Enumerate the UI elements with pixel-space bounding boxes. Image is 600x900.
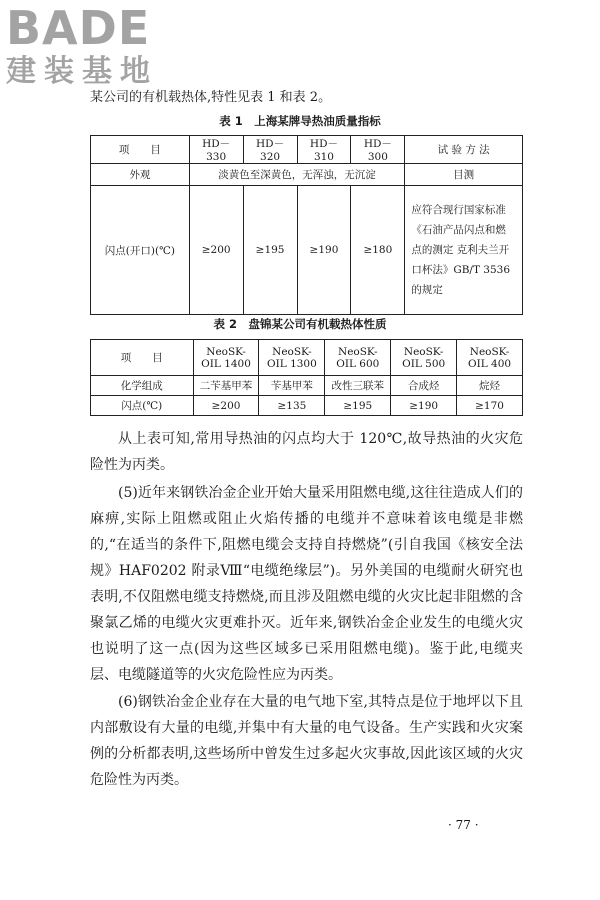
table2-header-oil500 bbox=[391, 340, 457, 376]
table2-header-item: 项 目 bbox=[91, 340, 194, 376]
table2 bbox=[90, 339, 523, 416]
table2-caption: 表 2 盘锦某公司有机载热体性质 bbox=[213, 317, 387, 331]
paragraph-item-5: (5)近年来钢铁冶金企业开始大量采用阻燃电缆,这往往造成人们的麻痹,实际上阻燃或阻止火焰传播的电缆并不意味着该电缆是非燃的,“在适当的条件下,阻燃电缆会支持自持燃烧”(引自我国《核安全法规》HAF0202 附录Ⅷ“电缆绝缘层”)。另外美国的电缆耐火研究也表明,不仅阻燃电缆支持燃烧,而且涉及阻燃电缆的火灾比起非阻燃的含聚氯乙烯的电缆火灾更难扑灭。近年来,钢铁冶金企业发生的电缆火灾也说明了这一点(因为这些区域多已采用阻燃电缆)。鉴于此,电缆夹层、电缆隧道等的火灾危险性应为丙类。 bbox=[90, 485, 523, 683]
table2-composition-label: 化学组成 bbox=[91, 376, 194, 396]
table1-header-hd300: HD－300 bbox=[351, 136, 405, 164]
table1-appearance-method: 目测 bbox=[405, 164, 523, 186]
table1-appearance-label: 外观 bbox=[91, 164, 190, 186]
table2-composition-row bbox=[91, 376, 523, 396]
table2-composition-cell: 苄基甲苯 bbox=[259, 376, 325, 396]
table1-header-hd310: HD－310 bbox=[297, 136, 351, 164]
table1-flash-label: 闪点(开口)(℃) bbox=[91, 186, 190, 315]
table1-flash-hd330: ≥200 bbox=[189, 186, 243, 315]
table1-flash-hd320: ≥195 bbox=[243, 186, 297, 315]
paragraph-item-6: (6)钢铁冶金企业存在大量的电气地下室,其特点是位于地坪以下且内部敷设有大量的电缆,并集中有大量的电气设备。生产实践和火灾案例的分析都表明,这些场所中曾发生过多起火灾事故,因此该区域的火灾危险性为丙类。 bbox=[90, 694, 523, 788]
logo-brand: BADE bbox=[6, 1, 151, 55]
product-line1: NeoSK- bbox=[469, 345, 510, 358]
intro-line: 某公司的有机载热体,特性见表 1 和表 2。 bbox=[90, 90, 332, 105]
product-line2: OIL 1300 bbox=[267, 357, 317, 370]
table1-flash-hd300: ≥180 bbox=[351, 186, 405, 315]
table2-flash-cell: ≥200 bbox=[193, 396, 259, 416]
table2-header-row bbox=[91, 340, 523, 376]
table2-header-oil600 bbox=[325, 340, 391, 376]
product-line1: NeoSK- bbox=[338, 345, 378, 358]
product-line2: OIL 500 bbox=[402, 357, 446, 370]
table2-flash-cell: ≥135 bbox=[259, 396, 325, 416]
table1-header-hd320: HD－320 bbox=[243, 136, 297, 164]
product-line1: NeoSK- bbox=[403, 345, 444, 358]
table2-composition-cell: 二苄基甲苯 bbox=[193, 376, 259, 396]
table2-composition-cell: 改性三联苯 bbox=[325, 376, 391, 396]
table1-flash-row bbox=[91, 186, 523, 315]
product-line2: OIL 400 bbox=[467, 357, 512, 370]
table2-composition-cell: 合成烃 bbox=[391, 376, 457, 396]
table1-flash-hd310: ≥190 bbox=[297, 186, 351, 315]
table2-flash-cell: ≥170 bbox=[457, 396, 523, 416]
paragraph-conclusion: 从上表可知,常用导热油的闪点均大于 120℃,故导热油的火灾危险性为丙类。 bbox=[90, 431, 523, 473]
table1-header-method: 试 验 方 法 bbox=[405, 136, 523, 164]
table2-header-oil1400 bbox=[193, 340, 259, 376]
page-number: · 77 · bbox=[448, 818, 479, 832]
table1-header-hd330: HD－330 bbox=[189, 136, 243, 164]
table1-header-item: 项 目 bbox=[91, 136, 190, 164]
table1-appearance-row bbox=[91, 164, 523, 186]
product-line2: OIL 600 bbox=[336, 357, 380, 370]
product-line1: NeoSK- bbox=[206, 345, 246, 358]
table2-flash-cell: ≥190 bbox=[391, 396, 457, 416]
table2-composition-cell: 烷烃 bbox=[457, 376, 523, 396]
table2-flash-label: 闪点(℃) bbox=[91, 396, 194, 416]
product-line1: NeoSK- bbox=[272, 345, 312, 358]
logo-subtitle: 建装基地 bbox=[6, 54, 158, 89]
table1-appearance-value: 淡黄色至深黄色，无浑浊，无沉淀 bbox=[189, 164, 405, 186]
product-line2: OIL 1400 bbox=[201, 357, 251, 370]
table1-flash-method: 应符合现行国家标准《石油产品闪点和燃点的测定 克利夫兰开口杯法》GB/T 3536 的规定 bbox=[405, 186, 523, 315]
table2-flash-cell: ≥195 bbox=[325, 396, 391, 416]
table2-flash-row bbox=[91, 396, 523, 416]
table1-caption: 表 1 上海某牌导热油质量指标 bbox=[219, 114, 381, 128]
table2-header-oil1300 bbox=[259, 340, 325, 376]
table1 bbox=[90, 135, 523, 315]
table2-header-oil400 bbox=[457, 340, 523, 376]
table1-header-row bbox=[91, 136, 523, 164]
